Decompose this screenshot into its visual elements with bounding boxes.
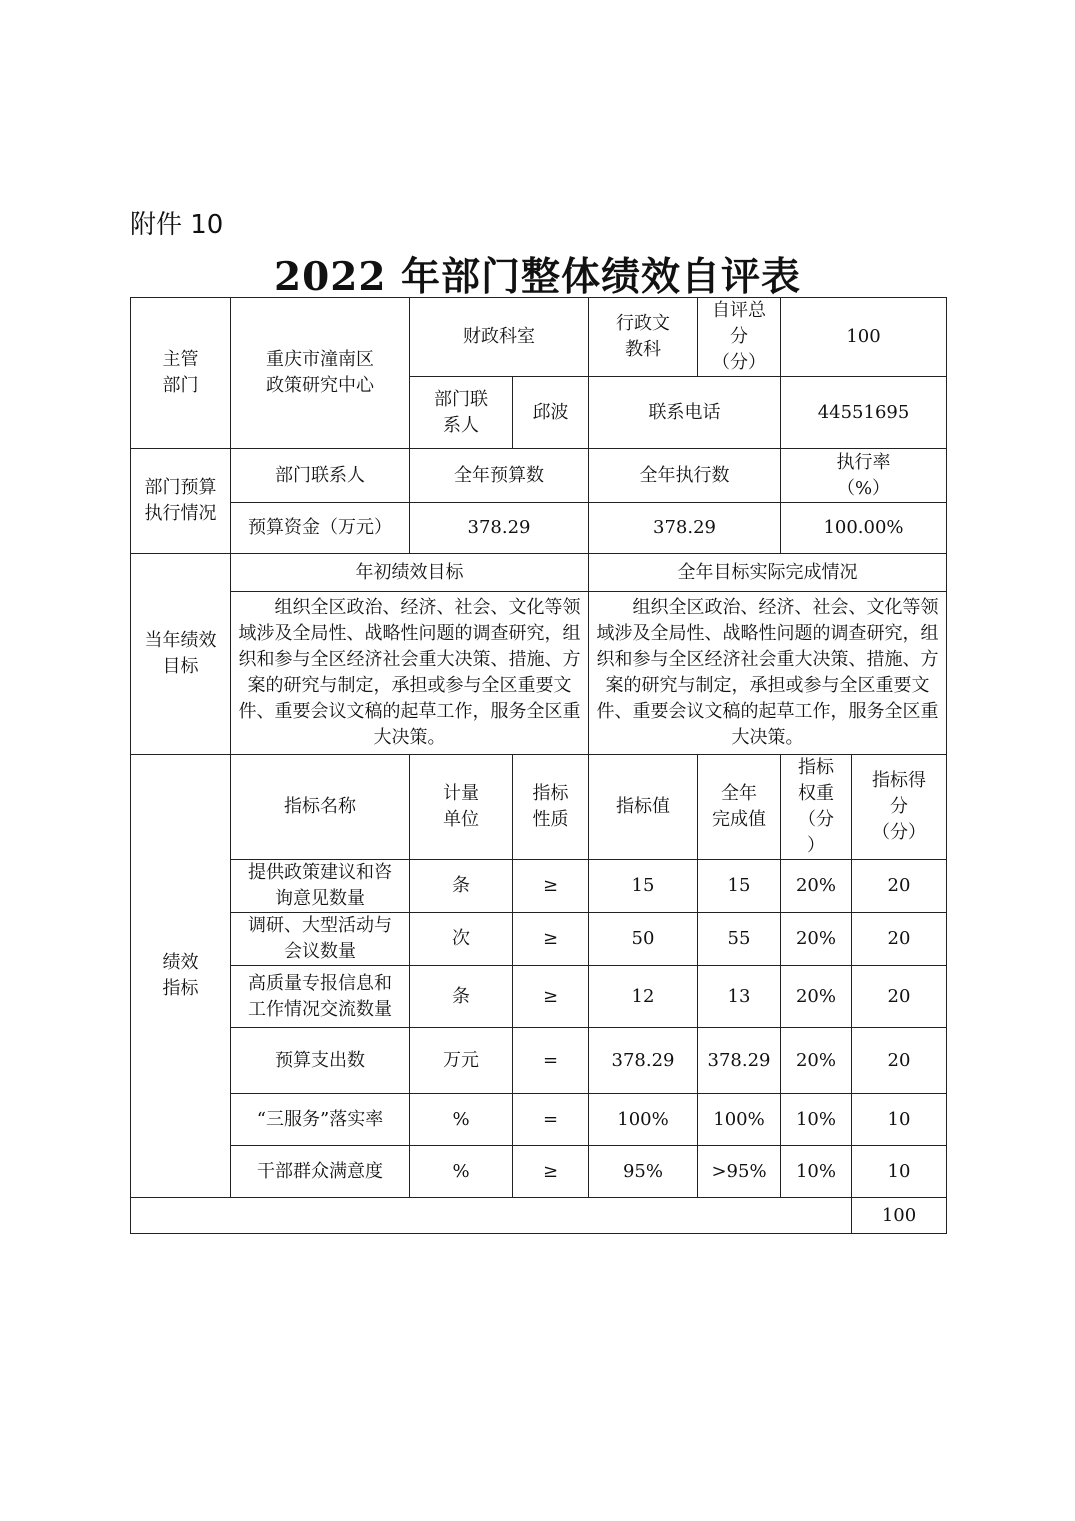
indicator-actual: >95% — [698, 1146, 781, 1198]
indicator-weight: 20% — [781, 966, 852, 1028]
goals-header-row — [131, 554, 947, 592]
office-value: 行政文 教科 — [589, 298, 698, 377]
indicator-name: “三服务”落实率 — [231, 1094, 410, 1146]
goals-initial-text: 组织全区政治、经济、社会、文化等领域涉及全局性、战略性问题的调查研究，组织和参与全区经济社会重大决策、措施、方案的研究与制定，承担或参与全区重要文件、重要会议文稿的起草工作，服务全区重大决策。 — [231, 592, 589, 755]
self-score-value: 100 — [781, 298, 947, 377]
goals-initial-header: 年初绩效目标 — [231, 554, 589, 592]
table-row — [131, 1146, 947, 1198]
budget-executed-value: 378.29 — [589, 503, 781, 554]
total-row — [131, 1198, 947, 1234]
indicator-name: 高质量专报信息和 工作情况交流数量 — [231, 966, 410, 1028]
indicator-score: 10 — [852, 1094, 947, 1146]
indicator-col-nature: 指标 性质 — [513, 755, 589, 860]
indicator-nature: ≥ — [513, 966, 589, 1028]
table-row — [131, 966, 947, 1028]
indicator-score: 20 — [852, 966, 947, 1028]
dept-name: 重庆市潼南区 政策研究中心 — [231, 298, 410, 449]
indicator-name: 干部群众满意度 — [231, 1146, 410, 1198]
indicator-name: 预算支出数 — [231, 1028, 410, 1094]
indicator-col-score: 指标得 分 （分） — [852, 755, 947, 860]
indicator-header-row — [131, 755, 947, 860]
goals-actual-header: 全年目标实际完成情况 — [589, 554, 947, 592]
indicator-nature: = — [513, 1094, 589, 1146]
indicator-nature: ≥ — [513, 1146, 589, 1198]
dept-label: 主管 部门 — [131, 298, 231, 449]
indicator-target: 12 — [589, 966, 698, 1028]
indicator-nature: ≥ — [513, 860, 589, 913]
contact-name: 邱波 — [513, 377, 589, 449]
indicator-col-unit: 计量 单位 — [410, 755, 513, 860]
goals-actual-text: 组织全区政治、经济、社会、文化等领域涉及全局性、战略性问题的调查研究，组织和参与全区经济社会重大决策、措施、方案的研究与制定，承担或参与全区重要文件、重要会议文稿的起草工作，服务全区重大决策。 — [589, 592, 947, 755]
goals-text-row — [131, 592, 947, 755]
indicator-col-weight: 指标 权重 （分 ） — [781, 755, 852, 860]
indicator-col-actual: 全年 完成值 — [698, 755, 781, 860]
budget-annual-value: 378.29 — [410, 503, 589, 554]
indicators-section-label: 绩效 指标 — [131, 755, 231, 1198]
indicator-unit: % — [410, 1146, 513, 1198]
indicator-weight: 20% — [781, 860, 852, 913]
evaluation-table — [130, 297, 947, 1234]
page-title: 2022 年部门整体绩效自评表 — [273, 254, 802, 300]
budget-header-row — [131, 449, 947, 503]
attachment-label: 附件 10 — [130, 210, 224, 240]
indicator-name: 调研、大型活动与 会议数量 — [231, 913, 410, 966]
indicator-score: 20 — [852, 1028, 947, 1094]
budget-value-row — [131, 503, 947, 554]
indicator-col-target: 指标值 — [589, 755, 698, 860]
indicator-target: 95% — [589, 1146, 698, 1198]
indicator-target: 100% — [589, 1094, 698, 1146]
office-label: 财政科室 — [410, 298, 589, 377]
indicator-nature: ≥ — [513, 913, 589, 966]
indicator-actual: 15 — [698, 860, 781, 913]
indicator-unit: 次 — [410, 913, 513, 966]
indicator-target: 378.29 — [589, 1028, 698, 1094]
budget-col-annual-budget: 全年预算数 — [410, 449, 589, 503]
table-row — [131, 1028, 947, 1094]
budget-section-label: 部门预算 执行情况 — [131, 449, 231, 554]
indicator-weight: 10% — [781, 1094, 852, 1146]
budget-col-contact: 部门联系人 — [231, 449, 410, 503]
indicator-score: 20 — [852, 860, 947, 913]
indicator-actual: 378.29 — [698, 1028, 781, 1094]
table-row — [131, 913, 947, 966]
phone-label: 联系电话 — [589, 377, 781, 449]
indicator-score: 10 — [852, 1146, 947, 1198]
budget-rate-value: 100.00% — [781, 503, 947, 554]
indicator-weight: 20% — [781, 1028, 852, 1094]
goals-section-label: 当年绩效 目标 — [131, 554, 231, 755]
indicator-unit: 条 — [410, 966, 513, 1028]
budget-col-rate: 执行率 （%） — [781, 449, 947, 503]
indicator-nature: = — [513, 1028, 589, 1094]
budget-col-annual-executed: 全年执行数 — [589, 449, 781, 503]
indicator-weight: 20% — [781, 913, 852, 966]
indicator-target: 50 — [589, 913, 698, 966]
budget-row-label: 预算资金（万元） — [231, 503, 410, 554]
indicator-weight: 10% — [781, 1146, 852, 1198]
indicator-unit: % — [410, 1094, 513, 1146]
phone-value: 44551695 — [781, 377, 947, 449]
header-row-1 — [131, 298, 947, 377]
indicator-actual: 55 — [698, 913, 781, 966]
total-label — [131, 1198, 852, 1234]
total-value: 100 — [852, 1198, 947, 1234]
indicator-name: 提供政策建议和咨 询意见数量 — [231, 860, 410, 913]
indicator-score: 20 — [852, 913, 947, 966]
self-score-label: 自评总 分 （分） — [698, 298, 781, 377]
indicator-col-name: 指标名称 — [231, 755, 410, 860]
table-row — [131, 860, 947, 913]
indicator-unit: 条 — [410, 860, 513, 913]
table-row — [131, 1094, 947, 1146]
indicator-unit: 万元 — [410, 1028, 513, 1094]
contact-label: 部门联 系人 — [410, 377, 513, 449]
indicator-actual: 13 — [698, 966, 781, 1028]
indicator-target: 15 — [589, 860, 698, 913]
indicator-actual: 100% — [698, 1094, 781, 1146]
